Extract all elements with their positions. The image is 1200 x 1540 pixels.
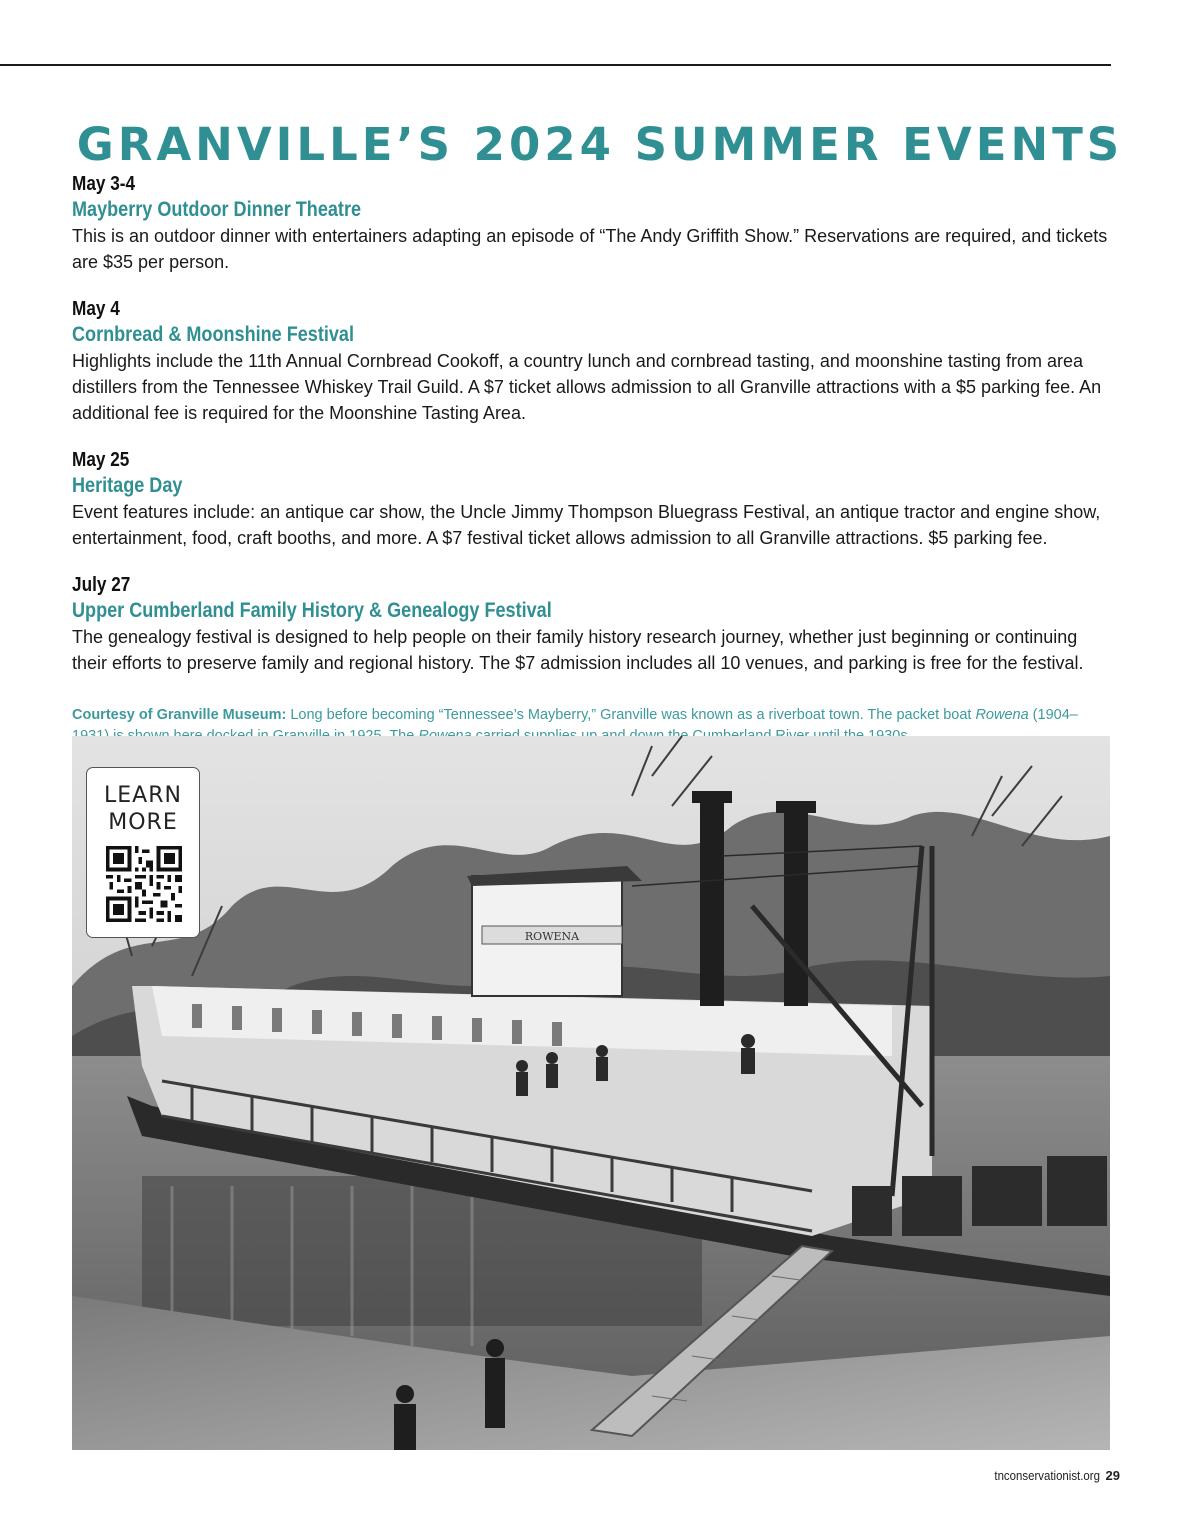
- footer-site: tnconservationist.org: [993, 1468, 1100, 1483]
- event-description: This is an outdoor dinner with entertainers adapting an episode of “The Andy Griffith Show.” Reservations are required, and tickets are $35 per person.: [72, 226, 1108, 272]
- page-title: GRANVILLE’S 2024 SUMMER EVENTS: [76, 118, 1124, 171]
- event-item: [72, 172, 1117, 275]
- boat-name: Rowena: [975, 706, 1029, 723]
- events-list: [72, 172, 1117, 698]
- event-date: July 27: [72, 574, 131, 596]
- event-item: [72, 297, 1117, 426]
- event-name: Mayberry Outdoor Dinner Theatre: [72, 198, 362, 221]
- page-footer: [980, 1468, 1120, 1483]
- boat-nameboard: ROWENA: [524, 930, 580, 943]
- event-description: Event features include: an antique car show, the Uncle Jimmy Thompson Bluegrass Festival, an antique tractor and engine show, entertainment, food, craft booths, and more. A $7 festival ticket allows admission to all Granville attractions. $5 parking fee.: [72, 502, 1101, 548]
- learn-more-label: [87, 782, 199, 836]
- event-date: May 3-4: [72, 173, 136, 195]
- event-item: [72, 573, 1117, 676]
- riverboat-photo: [72, 736, 1110, 1450]
- event-name: Cornbread & Moonshine Festival: [72, 323, 354, 346]
- event-item: [72, 448, 1117, 551]
- riverboat-illustration: [72, 736, 1110, 1450]
- learn-more-qr-card[interactable]: [86, 767, 200, 938]
- page-number: 29: [1105, 1468, 1120, 1483]
- event-description: The genealogy festival is designed to help people on their family history research journey, whether just beginning or continuing their efforts to preserve family and regional history. The $7 admission includes all 10 venues, and parking is free for the festival.: [72, 627, 1084, 673]
- event-description: Highlights include the 11th Annual Cornbread Cookoff, a country lunch and cornbread tasting, and moonshine tasting from area distillers from the Tennessee Whiskey Trail Guild. A $7 ticket allows admission to all Granville attractions with a $5 parking fee. An additional fee is required for the Moonshine Tasting Area.: [72, 351, 1102, 423]
- event-date: May 25: [72, 449, 130, 471]
- caption-text: Long before becoming “Tennessee’s Mayberry,” Granville was known as a riverboat town. The packet boat: [286, 706, 976, 723]
- caption-text: (1904–: [1032, 706, 1078, 723]
- learn-more-line2: MORE: [108, 810, 178, 835]
- learn-more-line1: LEARN: [104, 783, 182, 808]
- event-date: May 4: [72, 298, 120, 320]
- top-rule: [0, 64, 1111, 66]
- event-name: Upper Cumberland Family History & Genealogy Festival: [72, 599, 552, 622]
- qr-code-icon[interactable]: [106, 846, 182, 922]
- event-name: Heritage Day: [72, 474, 183, 497]
- caption-credit: Courtesy of Granville Museum:: [72, 706, 287, 723]
